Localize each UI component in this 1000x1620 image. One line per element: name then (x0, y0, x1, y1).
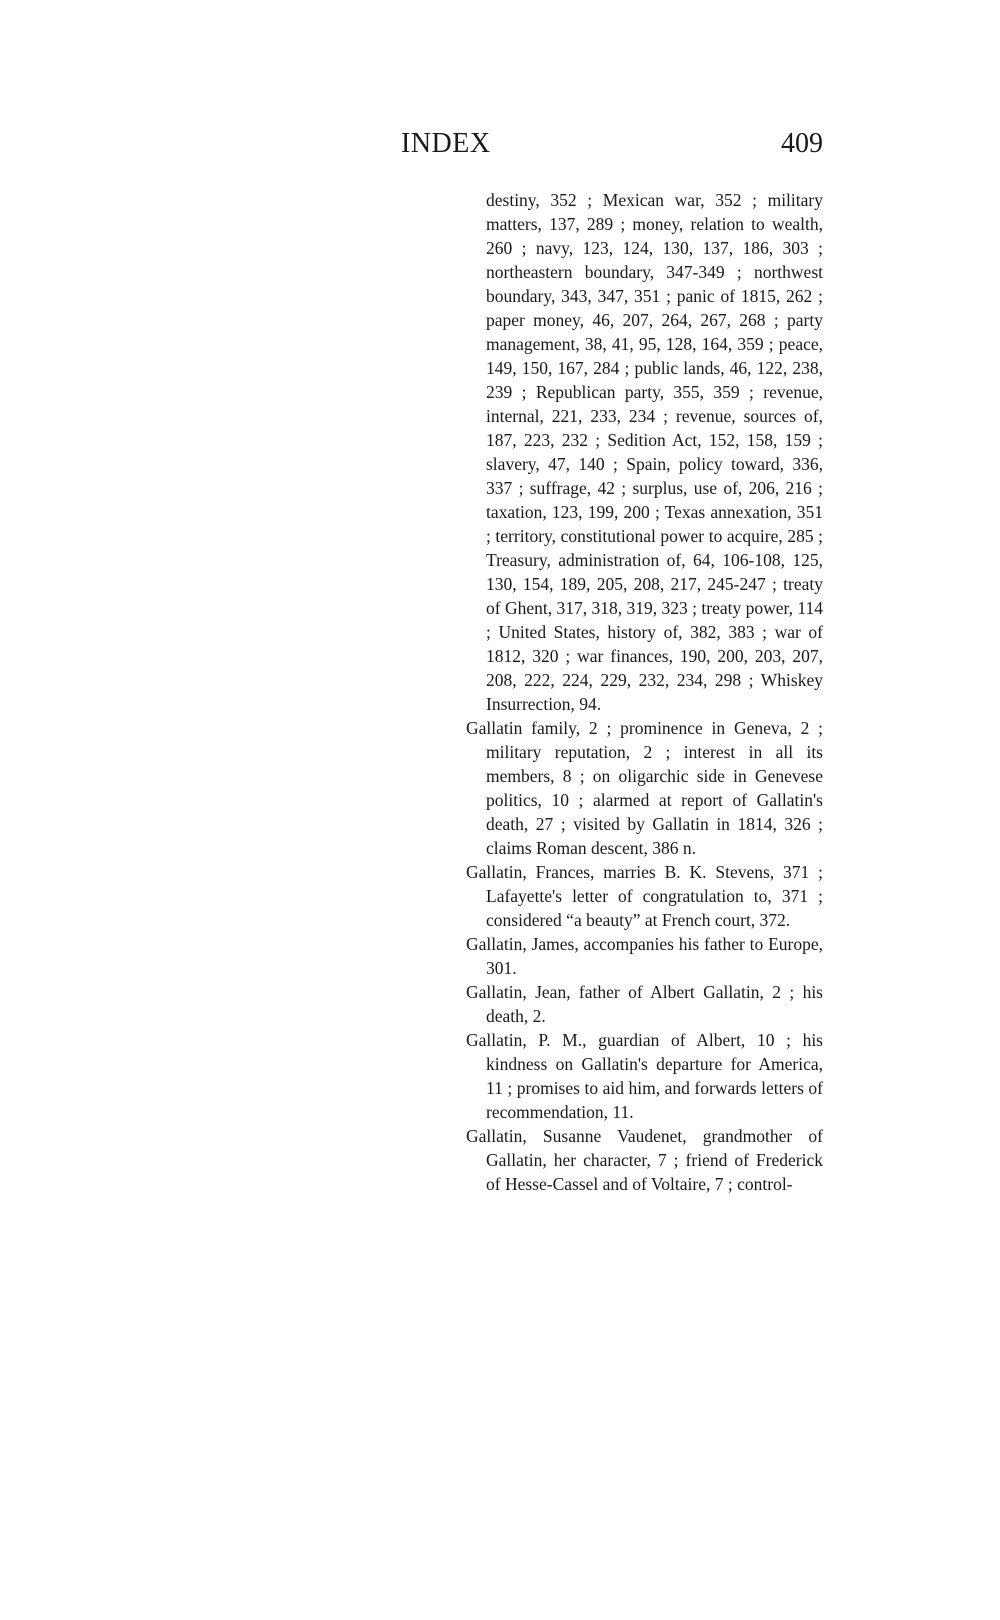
index-entry: Gallatin, Susanne Vaudenet, grandmother of Gallatin, her character, 7 ; friend of Frederick of Hesse-Cassel and of Voltaire, 7 ; control- (466, 1126, 823, 1194)
page-number: 409 (781, 128, 823, 159)
index-entry: Gallatin, James, accompanies his father to Europe, 301. (466, 934, 823, 978)
index-entry: Gallatin, Jean, father of Albert Gallatin, 2 ; his death, 2. (466, 982, 823, 1026)
index-entry: Gallatin, Frances, marries B. K. Stevens, 371 ; Lafayette's letter of congratulation to, 371 ; considered “a beauty” at French court, 372. (466, 862, 823, 930)
index-entry: Gallatin, P. M., guardian of Albert, 10 ; his kindness on Gallatin's departure for America, 11 ; promises to aid him, and forwards letters of recommendation, 11. (466, 1030, 823, 1122)
running-head (401, 127, 823, 167)
index-column (466, 188, 823, 1196)
index-entry-continued: destiny, 352 ; Mexican war, 352 ; military matters, 137, 289 ; money, relation to wealth, 260 ; navy, 123, 124, 130, 137, 186, 303 ; northeastern boundary, 347-349 ; northwest boundary, 343, 347, 351 ; panic of 1815, 262 ; paper money, 46, 207, 264, 267, 268 ; party management, 38, 41, 95, 128, 164, 359 ; peace, 149, 150, 167, 284 ; public lands, 46, 122, 238, 239 ; Republican party, 355, 359 ; revenue, internal, 221, 233, 234 ; revenue, sources of, 187, 223, 232 ; Sedition Act, 152, 158, 159 ; slavery, 47, 140 ; Spain, policy toward, 336, 337 ; suffrage, 42 ; surplus, use of, 206, 216 ; taxation, 123, 199, 200 ; Texas annexation, 351 ; territory, constitutional power to acquire, 285 ; Treasury, administration of, 64, 106-108, 125, 130, 154, 189, 205, 208, 217, 245-247 ; treaty of Ghent, 317, 318, 319, 323 ; treaty power, 114 ; United States, history of, 382, 383 ; war of 1812, 320 ; war finances, 190, 200, 203, 207, 208, 222, 224, 229, 232, 234, 298 ; Whiskey Insurrection, 94. (486, 190, 823, 714)
running-head-title: INDEX (401, 128, 491, 159)
index-entry: Gallatin family, 2 ; prominence in Geneva, 2 ; military reputation, 2 ; interest in all its members, 8 ; on oligarchic side in Genevese politics, 10 ; alarmed at report of Gallatin's death, 27 ; visited by Gallatin in 1814, 326 ; claims Roman descent, 386 n. (466, 718, 823, 858)
